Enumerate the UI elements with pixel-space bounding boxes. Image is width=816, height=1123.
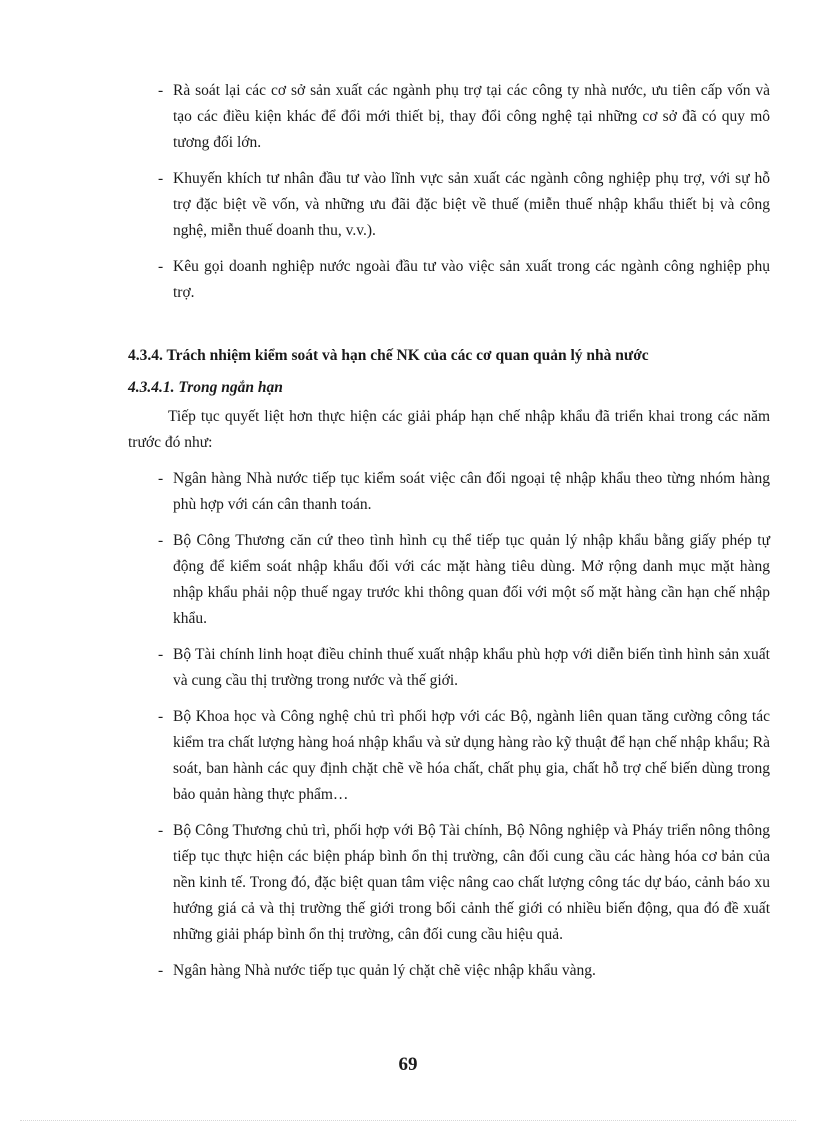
list-item-text: Bộ Công Thương căn cứ theo tình hình cụ thể tiếp tục quản lý nhập khẩu bằng giấy phép tự động để kiểm soát nhập khẩu đối với các mặt hàng tiêu dùng. Mở rộng danh mục mặt hàng nhập khẩu phải nộp thuế ngay trước khi thông quan đối với một số mặt hàng cần hạn chế nhập khẩu. — [173, 532, 770, 627]
bullet-dash: - — [158, 532, 164, 549]
list-item-text: Rà soát lại các cơ sở sản xuất các ngành phụ trợ tại các công ty nhà nước, ưu tiên cấp vốn và tạo các điều kiện khác để đổi mới thiết bị, thay đổi công nghệ tại những cơ sở đã có quy mô tương đối lớn. — [173, 82, 770, 151]
page-number: 69 — [398, 1054, 418, 1075]
list-item-text: Bộ Công Thương chủ trì, phối hợp với Bộ Tài chính, Bộ Nông nghiệp và Pháy triển nông thông tiếp tục thực hiện các biện pháp bình ổn thị trường, cân đối cung cầu các hàng hóa cơ bản của nền kinh tế. Trong đó, đặc biệt quan tâm việc nâng cao chất lượng công tác dự báo, cảnh báo xu hướng giá cả và thị trường thế giới trong bối cảnh thế giới có nhiều biến động, qua đó đề xuất những giải pháp bình ổn thị trường, cân đối cung cầu hiệu quả. — [173, 822, 770, 943]
page-bottom-divider — [20, 1120, 796, 1121]
list-item-text: Kêu gọi doanh nghiệp nước ngoài đầu tư vào việc sản xuất trong các ngành công nghiệp phụ trợ. — [173, 258, 770, 301]
list-item-text: Bộ Khoa học và Công nghệ chủ trì phối hợp với các Bộ, ngành liên quan tăng cường công tác kiểm tra chất lượng hàng hoá nhập khẩu và sử dụng hàng rào kỹ thuật để hạn chế nhập khẩu; Rà soát, ban hành các quy định chặt chẽ về hóa chất, chất phụ gia, chất hỗ trợ chế biến dùng trong bảo quản hàng thực phẩm… — [173, 708, 770, 803]
list-item — [128, 704, 770, 808]
list-item — [128, 528, 770, 632]
bullet-dash: - — [158, 470, 164, 487]
bullet-dash: - — [158, 962, 164, 979]
bullet-dash: - — [158, 170, 164, 187]
list-item — [128, 78, 770, 156]
intro-paragraph: Tiếp tục quyết liệt hơn thực hiện các giải pháp hạn chế nhập khẩu đã triển khai trong các năm trước đó như: — [128, 408, 770, 451]
list-item-text: Khuyến khích tư nhân đầu tư vào lĩnh vực sản xuất các ngành công nghiệp phụ trợ, với sự hỗ trợ đặc biệt về vốn, và những ưu đãi đặc biệt về thuế (miễn thuế nhập khẩu thiết bị và công nghệ, miễn thuế doanh thu, v.v.). — [173, 170, 770, 239]
list-item-text: Ngân hàng Nhà nước tiếp tục quản lý chặt chẽ việc nhập khẩu vàng. — [173, 962, 596, 979]
section-heading: 4.3.4. Trách nhiệm kiểm soát và hạn chế NK của các cơ quan quản lý nhà nước — [128, 347, 649, 364]
list-item — [128, 254, 770, 306]
page-content — [128, 78, 770, 994]
bullet-dash: - — [158, 82, 164, 99]
bullet-dash: - — [158, 708, 164, 725]
subsection-heading: 4.3.4.1. Trong ngắn hạn — [128, 379, 283, 396]
list-item — [128, 466, 770, 518]
list-item — [128, 958, 770, 984]
list-item — [128, 818, 770, 948]
list-item — [128, 166, 770, 244]
bullet-dash: - — [158, 822, 164, 839]
bullet-dash: - — [158, 646, 164, 663]
list-item-text: Bộ Tài chính linh hoạt điều chỉnh thuế xuất nhập khẩu phù hợp với diễn biến tình hình sản xuất và cung cầu thị trường trong nước và thế giới. — [173, 646, 770, 689]
bullet-dash: - — [158, 258, 164, 275]
list-item — [128, 642, 770, 694]
list-item-text: Ngân hàng Nhà nước tiếp tục kiểm soát việc cân đối ngoại tệ nhập khẩu theo từng nhóm hàng phù hợp với cán cân thanh toán. — [173, 470, 770, 513]
